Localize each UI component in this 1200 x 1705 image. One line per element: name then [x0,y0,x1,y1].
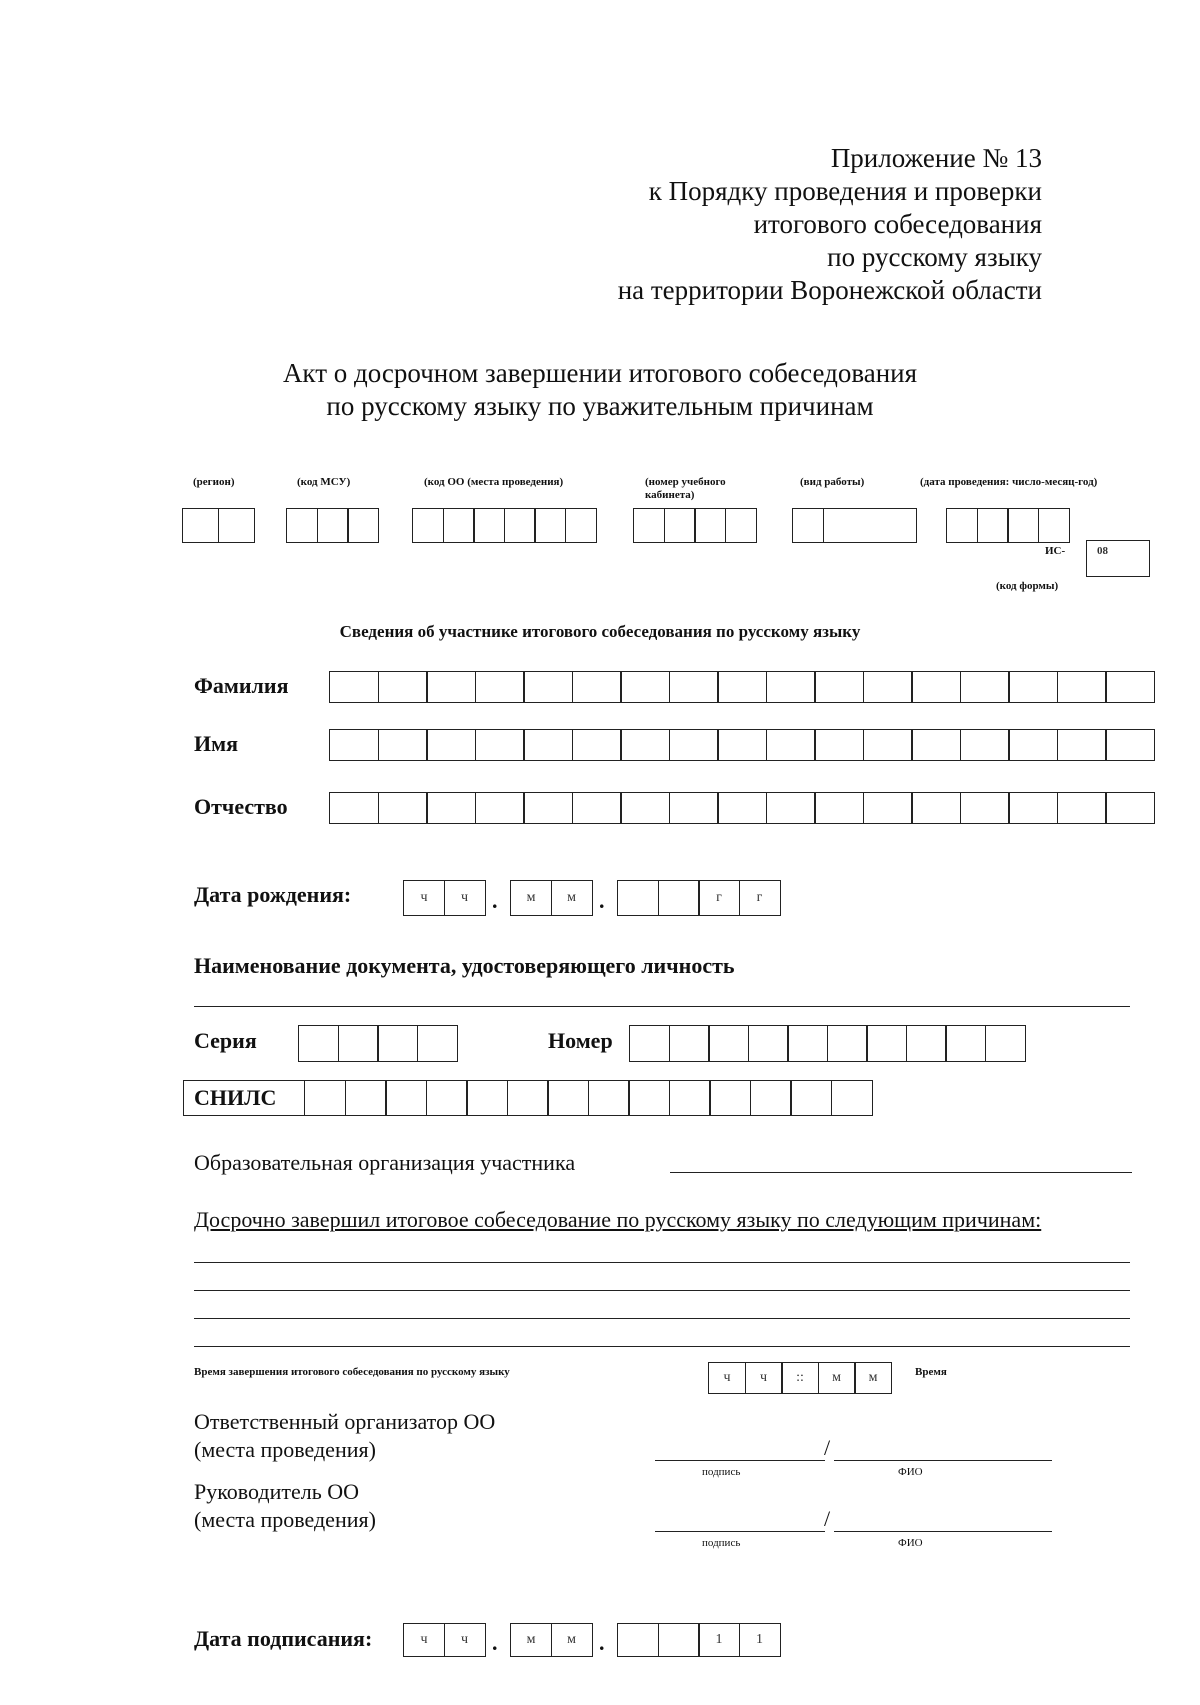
birth-day-boxes[interactable] [403,880,486,916]
code-cell[interactable] [946,508,978,543]
cabinet-boxes[interactable] [633,508,757,543]
slash-separator: / [824,1435,831,1460]
participant-org-label: Образовательная организация участника [194,1150,576,1175]
letter-cell[interactable] [911,671,961,703]
hour-cell[interactable]: ч [708,1362,746,1394]
letter-cell[interactable] [814,792,864,824]
signing-month-cell[interactable]: м [551,1623,593,1657]
title-line-2: по русскому языку по уважительным причинам [326,391,874,421]
birth-month-cell[interactable]: м [551,880,593,916]
letter-cell[interactable] [669,729,719,761]
signing-year-cell[interactable]: 1 [698,1623,740,1657]
letter-cell[interactable] [507,1080,549,1116]
letter-cell[interactable] [717,671,767,703]
letter-cell[interactable] [766,671,816,703]
fio-caption: ФИО [898,1466,923,1478]
series-cell[interactable] [377,1025,418,1062]
letter-cell[interactable] [620,729,670,761]
letter-cell[interactable] [766,792,816,824]
letter-cell[interactable] [304,1080,346,1116]
signature-caption: подпись [702,1537,741,1549]
patronymic-label: Отчество [194,794,288,819]
letter-cell[interactable] [863,729,913,761]
fio-caption: ФИО [898,1537,923,1549]
organizer-label-line-2: (места проведения) [194,1437,376,1462]
birth-month-cell[interactable]: м [510,880,552,916]
letter-cell[interactable] [572,729,622,761]
letter-cell[interactable] [863,792,913,824]
code-cell[interactable] [534,508,566,543]
code-cell[interactable] [473,508,505,543]
title-line-1: Акт о досрочном завершении итогового собеседования [282,358,918,388]
reasons-line[interactable] [194,1290,1130,1291]
date-separator: . [492,1630,498,1655]
signing-year-boxes[interactable] [617,1623,781,1657]
letter-cell[interactable] [766,729,816,761]
letter-cell[interactable] [669,671,719,703]
letter-cell[interactable] [588,1080,630,1116]
organizer-label-line-1: Ответственный организатор ОО [194,1409,496,1434]
appendix-line-2: к Порядку проведения и проверки [648,176,1042,206]
signing-day-cell[interactable]: ч [444,1623,486,1657]
head-label [194,1478,376,1534]
letter-cell[interactable] [814,729,864,761]
letter-cell[interactable] [866,1025,907,1062]
code-cell[interactable] [504,508,536,543]
appendix-line-3: итогового собеседования [753,209,1042,239]
head-label-line-2: (места проведения) [194,1507,376,1532]
letter-cell[interactable] [426,792,476,824]
snils-boxes[interactable] [304,1080,873,1116]
letter-cell[interactable] [1105,729,1155,761]
letter-cell[interactable] [378,671,428,703]
completion-time-label: Время завершения итогового собеседования по русскому языку [194,1366,510,1378]
code-cell[interactable] [792,508,824,543]
date-label: (дата проведения: число-месяц-год) [920,476,1098,488]
region-boxes[interactable] [182,508,255,543]
letter-cell[interactable] [790,1080,832,1116]
letter-cell[interactable] [1008,792,1058,824]
letter-cell[interactable] [475,729,525,761]
surname-label: Фамилия [194,673,289,698]
letter-cell[interactable] [960,671,1010,703]
date-separator: . [599,1630,605,1655]
letter-cell[interactable] [748,1025,789,1062]
patronymic-boxes[interactable] [329,792,1155,824]
oo-boxes[interactable] [412,508,597,543]
work-type-label: (вид работы) [800,476,865,488]
completion-time-boxes[interactable] [708,1362,892,1394]
msu-label: (код МСУ) [297,476,351,488]
letter-cell[interactable] [466,1080,508,1116]
birth-year-cell[interactable]: г [739,880,781,916]
letter-cell[interactable] [1105,792,1155,824]
letter-cell[interactable] [1057,792,1107,824]
code-cell[interactable] [412,508,444,543]
letter-cell[interactable] [669,1080,711,1116]
letter-cell[interactable] [1008,671,1058,703]
code-cell[interactable] [1007,508,1039,543]
letter-cell[interactable] [960,792,1010,824]
snils-label: СНИЛС [183,1080,305,1116]
organizer-label [194,1408,495,1464]
birth-year-cell[interactable]: г [698,880,740,916]
date-separator: . [492,888,498,913]
head-signature-line[interactable] [655,1531,825,1532]
birth-date-label: Дата рождения: [194,882,352,907]
letter-cell[interactable] [629,1025,670,1062]
birth-year-boxes[interactable] [617,880,781,916]
signature-caption: подпись [702,1466,741,1478]
letter-cell[interactable] [378,792,428,824]
form-code-value: 08 [1086,540,1150,577]
code-cell[interactable] [977,508,1009,543]
code-cell[interactable] [694,508,726,543]
letter-cell[interactable] [1057,671,1107,703]
letter-cell[interactable] [572,792,622,824]
birth-day-cell[interactable]: ч [444,880,486,916]
slash-separator: / [824,1506,831,1531]
section-title: Сведения об участнике итогового собеседования по русскому языку [339,622,861,641]
signing-date-label: Дата подписания: [194,1626,373,1651]
participant-org-line[interactable] [670,1172,1132,1173]
letter-cell[interactable] [475,671,525,703]
identity-document-label: Наименование документа, удостоверяющего личность [194,953,735,978]
letter-cell[interactable] [523,729,573,761]
code-cell[interactable] [823,508,917,543]
letter-cell[interactable] [523,671,573,703]
letter-cell[interactable] [708,1025,749,1062]
code-cell[interactable] [664,508,696,543]
head-label-line-1: Руководитель ОО [194,1479,360,1504]
letter-cell[interactable] [378,729,428,761]
appendix-header [618,142,1042,307]
letter-cell[interactable] [345,1080,387,1116]
birth-day-cell[interactable]: ч [403,880,445,916]
code-cell[interactable] [218,508,255,543]
signing-year-cell[interactable] [658,1623,700,1657]
time-separator: :: [781,1362,819,1394]
name-label: Имя [194,731,238,756]
series-label: Серия [194,1028,257,1053]
reasons-line[interactable] [194,1346,1130,1347]
letter-cell[interactable] [475,792,525,824]
letter-cell[interactable] [620,792,670,824]
letter-cell[interactable] [814,671,864,703]
series-cell[interactable] [298,1025,339,1062]
head-fio-line[interactable] [834,1531,1052,1532]
snils-row[interactable] [183,1080,305,1116]
birth-month-boxes[interactable] [510,880,593,916]
letter-cell[interactable] [426,729,476,761]
document-title [0,357,1200,423]
code-cell[interactable] [286,508,318,543]
cabinet-label: (номер учебного кабинета) [645,476,726,501]
letter-cell[interactable] [1008,729,1058,761]
code-cell[interactable] [1038,508,1070,543]
msu-boxes[interactable] [286,508,379,543]
series-cell[interactable] [338,1025,379,1062]
letter-cell[interactable] [628,1080,670,1116]
code-cell[interactable] [633,508,665,543]
letter-cell[interactable] [426,671,476,703]
letter-cell[interactable] [329,792,379,824]
letter-cell[interactable] [709,1080,751,1116]
number-label: Номер [548,1028,613,1053]
letter-cell[interactable] [1057,729,1107,761]
letter-cell[interactable] [827,1025,868,1062]
time-label: Время [915,1366,947,1378]
minute-cell[interactable]: м [854,1362,892,1394]
code-cell[interactable] [443,508,475,543]
hour-cell[interactable]: ч [745,1362,783,1394]
work-type-boxes[interactable] [792,508,917,543]
appendix-line-5: на территории Воронежской области [617,275,1042,305]
letter-cell[interactable] [523,792,573,824]
form-code-label: (код формы) [996,580,1059,592]
letter-cell[interactable] [863,671,913,703]
organizer-signature-line[interactable] [655,1460,825,1461]
letter-cell[interactable] [985,1025,1026,1062]
letter-cell[interactable] [329,671,379,703]
reasons-line[interactable] [194,1318,1130,1319]
letter-cell[interactable] [669,792,719,824]
form-code-box [1086,540,1150,577]
form-code-prefix: ИС- [1045,545,1066,557]
letter-cell[interactable] [385,1080,427,1116]
document-name-line[interactable] [194,1006,1130,1007]
letter-cell[interactable] [750,1080,792,1116]
letter-cell[interactable] [426,1080,468,1116]
code-cell[interactable] [182,508,219,543]
code-cell[interactable] [565,508,597,543]
surname-boxes[interactable] [329,671,1155,703]
number-boxes[interactable] [629,1025,1026,1062]
signing-year-cell[interactable]: 1 [739,1623,781,1657]
oo-label: (код ОО (места проведения) [424,476,564,488]
letter-cell[interactable] [945,1025,986,1062]
birth-year-cell[interactable] [658,880,700,916]
signing-month-boxes[interactable] [510,1623,593,1657]
signing-month-cell[interactable]: м [510,1623,552,1657]
date-boxes[interactable] [946,508,1070,543]
code-cell[interactable] [317,508,349,543]
signing-year-cell[interactable] [617,1623,659,1657]
name-boxes[interactable] [329,729,1155,761]
reasons-label: Досрочно завершил итоговое собеседование по русскому языку по следующим причинам: [194,1207,1042,1232]
series-boxes[interactable] [298,1025,458,1062]
letter-cell[interactable] [572,671,622,703]
letter-cell[interactable] [911,729,961,761]
organizer-fio-line[interactable] [834,1460,1052,1461]
letter-cell[interactable] [717,729,767,761]
code-cell[interactable] [347,508,379,543]
letter-cell[interactable] [911,792,961,824]
letter-cell[interactable] [329,729,379,761]
minute-cell[interactable]: м [818,1362,856,1394]
letter-cell[interactable] [620,671,670,703]
letter-cell[interactable] [547,1080,589,1116]
letter-cell[interactable] [1105,671,1155,703]
appendix-line-4: по русскому языку [827,242,1042,272]
series-cell[interactable] [417,1025,458,1062]
code-cell[interactable] [725,508,757,543]
date-separator: . [599,888,605,913]
letter-cell[interactable] [960,729,1010,761]
signing-day-cell[interactable]: ч [403,1623,445,1657]
letter-cell[interactable] [669,1025,710,1062]
reasons-line[interactable] [194,1262,1130,1263]
letter-cell[interactable] [787,1025,828,1062]
letter-cell[interactable] [831,1080,873,1116]
letter-cell[interactable] [906,1025,947,1062]
appendix-line-1: Приложение № 13 [830,143,1042,173]
letter-cell[interactable] [717,792,767,824]
birth-year-cell[interactable] [617,880,659,916]
signing-day-boxes[interactable] [403,1623,486,1657]
region-label: (регион) [193,476,235,488]
